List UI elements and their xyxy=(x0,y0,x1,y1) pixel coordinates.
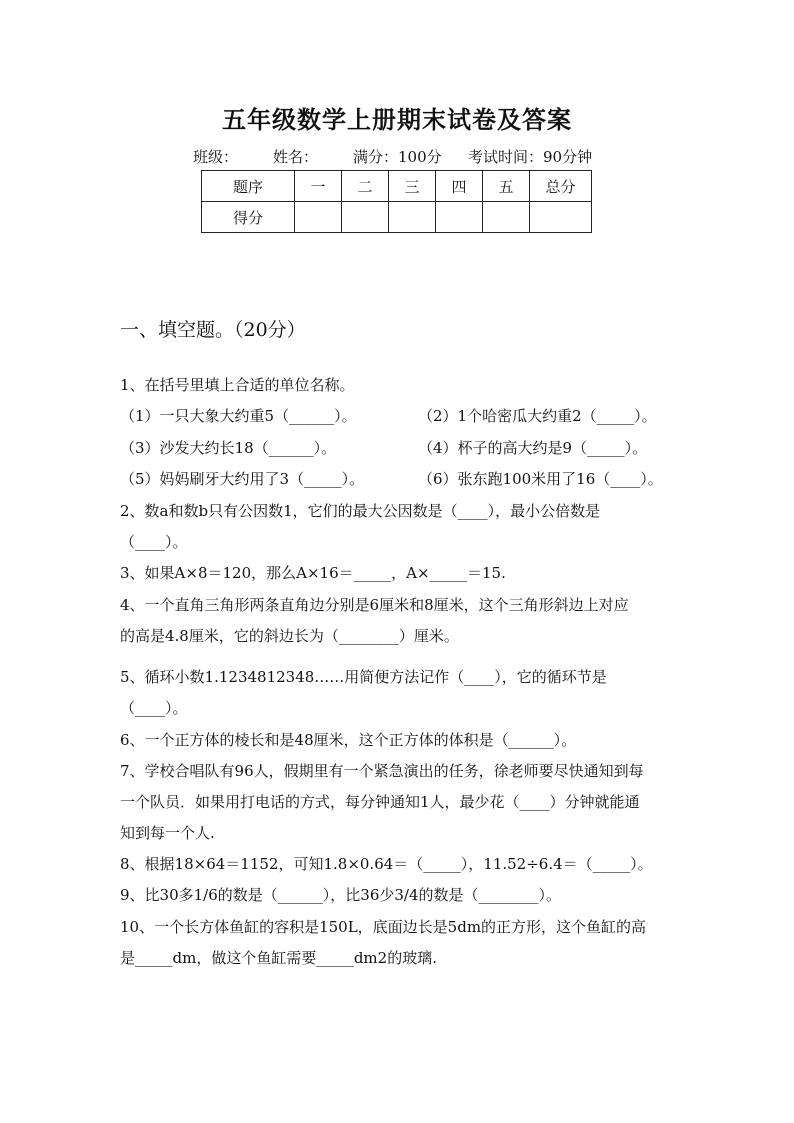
score-header-cell: 一 xyxy=(295,171,342,202)
question-6: 6、一个正方体的棱长和是48厘米，这个正方体的体积是（______）。 xyxy=(120,731,577,749)
score-table xyxy=(201,170,592,233)
question-8: 8、根据18×64＝1152，可知1.8×0.64＝（_____），11.52÷6.4＝（_____）。 xyxy=(120,855,653,873)
score-header-cell: 总分 xyxy=(530,171,592,202)
question-9: 9、比30多1/6的数是（______），比36少3/4的数是（________）。 xyxy=(120,886,562,904)
exam-info-line xyxy=(193,146,592,167)
score-row-label: 得分 xyxy=(202,202,295,233)
question-1-stem: 1、在括号里填上合适的单位名称。 xyxy=(120,376,355,394)
score-cell[interactable] xyxy=(530,202,592,233)
full-score: 满分：100分 xyxy=(353,148,442,166)
score-cell[interactable] xyxy=(389,202,436,233)
question-10-line: 是_____dm，做这个鱼缸需要_____dm2的玻璃. xyxy=(120,949,437,967)
score-header-cell: 五 xyxy=(483,171,530,202)
question-10-line: 10、一个长方体鱼缸的容积是150L，底面边长是5dm的正方形，这个鱼缸的高 xyxy=(120,918,647,936)
score-cell[interactable] xyxy=(436,202,483,233)
question-4-line: 的高是4.8厘米，它的斜边长为（________）厘米。 xyxy=(120,627,459,645)
exam-time: 考试时间：90分钟 xyxy=(468,148,593,166)
score-cell[interactable] xyxy=(295,202,342,233)
question-7-line: 一个队员．如果用打电话的方式，每分钟通知1人，最少花（____）分钟就能通 xyxy=(120,793,640,811)
question-7-line: 7、学校合唱队有96人，假期里有一个紧急演出的任务，徐老师要尽快通知到每 xyxy=(120,762,644,780)
question-2-line: 2、数a和数b只有公因数1，它们的最大公因数是（____），最小公倍数是 xyxy=(120,502,601,520)
score-header-cell: 二 xyxy=(342,171,389,202)
class-label: 班级： xyxy=(193,148,239,166)
section-heading: 一、填空题。（20分） xyxy=(120,319,306,341)
score-header-cell: 四 xyxy=(436,171,483,202)
score-table-score-row xyxy=(202,202,592,233)
question-1-item: （5）妈妈刷牙大约用了3（_____）。 xyxy=(120,470,365,488)
score-cell[interactable] xyxy=(342,202,389,233)
question-2-line: （____）。 xyxy=(120,533,188,551)
question-1-item: （1）一只大象大约重5（______）。 xyxy=(120,407,357,425)
question-1-item: （6）张东跑100米用了16（____）。 xyxy=(418,470,663,488)
question-3: 3、如果A×8＝120，那么A×16＝_____，A×_____＝15. xyxy=(120,564,506,582)
question-5-line: 5、循环小数1.1234812348……用简便方法记作（____），它的循环节是 xyxy=(120,668,607,686)
question-1-item: （3）沙发大约长18（______）。 xyxy=(120,439,337,457)
name-label: 姓名： xyxy=(273,148,319,166)
score-cell[interactable] xyxy=(483,202,530,233)
question-4-line: 4、一个直角三角形两条直角边分别是6厘米和8厘米，这个三角形斜边上对应 xyxy=(120,596,629,614)
question-7-line: 知到每一个人. xyxy=(120,824,215,842)
question-1-item: （4）杯子的高大约是9（_____）。 xyxy=(418,439,648,457)
question-1-item: （2）1个哈密瓜大约重2（_____）。 xyxy=(418,407,657,425)
score-header-cell: 三 xyxy=(389,171,436,202)
question-5-line: （____）。 xyxy=(120,699,188,717)
exam-title: 五年级数学上册期末试卷及答案 xyxy=(222,105,572,134)
score-table-header-row xyxy=(202,171,592,202)
score-header-cell: 题序 xyxy=(202,171,295,202)
